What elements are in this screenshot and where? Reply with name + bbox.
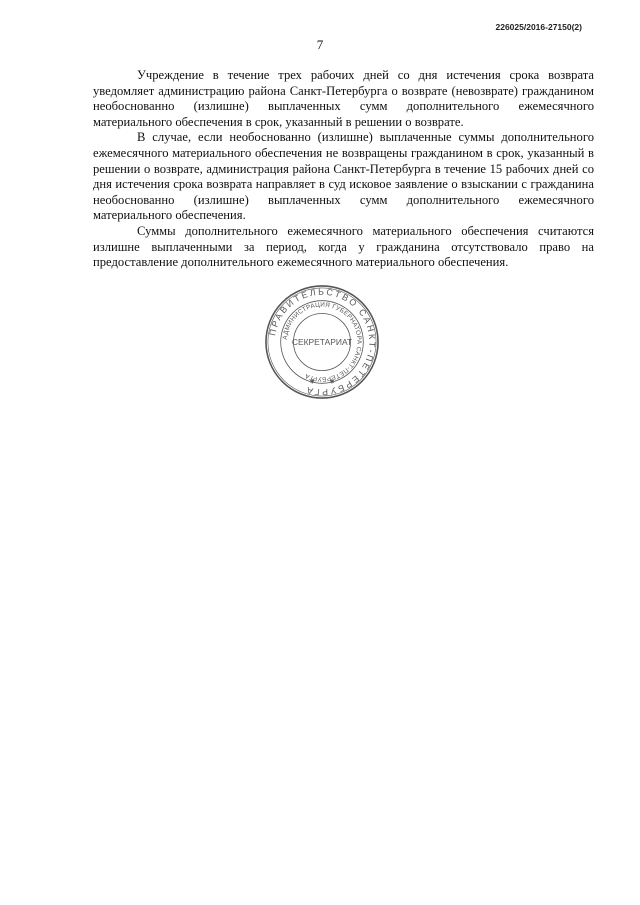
seal-inner-text: АДМИНИСТРАЦИЯ ГУБЕРНАТОРА САНКТ-ПЕТЕРБУРГА	[281, 301, 363, 383]
seal-star-left: ✱	[309, 379, 315, 386]
document-id: 226025/2016-27150(2)	[495, 22, 582, 32]
document-body	[93, 68, 594, 271]
seal-center-text: СЕКРЕТАРИАТ	[291, 336, 353, 347]
official-seal-stamp	[263, 283, 381, 401]
seal-outer-text: ПРАВИТЕЛЬСТВО САНКТ-ПЕТЕРБУРГА	[267, 286, 378, 398]
paragraph-court-claim: В случае, если необоснованно (излишне) выплаченные суммы дополнительного ежемесячного материального обеспечения не возвращены гражданином в срок, указанный в решении о возврате, администрация района Санкт-Петербурга в течение 15 рабочих дней со дня истечения срока возврата направляет в суд исковое заявление о взыскании с гражданина необоснованно (излишне) выплаченных сумм дополнительного ежемесячного материального обеспечения.	[93, 130, 594, 223]
seal-star-right: ✱	[329, 379, 335, 386]
page-number: 7	[316, 37, 324, 52]
paragraph-overpaid-definition: Суммы дополнительного ежемесячного материального обеспечения считаются излишне выплаченными за период, когда у гражданина отсутствовало право на предоставление дополнительного ежемесячного материального обеспечения.	[93, 223, 594, 270]
paragraph-return-notice: Учреждение в течение трех рабочих дней со дня истечения срока возврата уведомляет администрацию района Санкт-Петербурга о возврате (невозврате) гражданином необоснованно (излишне) выплаченных сумм дополнительного ежемесячного материального обеспечения в срок, указанный в решении о возврате.	[93, 68, 594, 129]
